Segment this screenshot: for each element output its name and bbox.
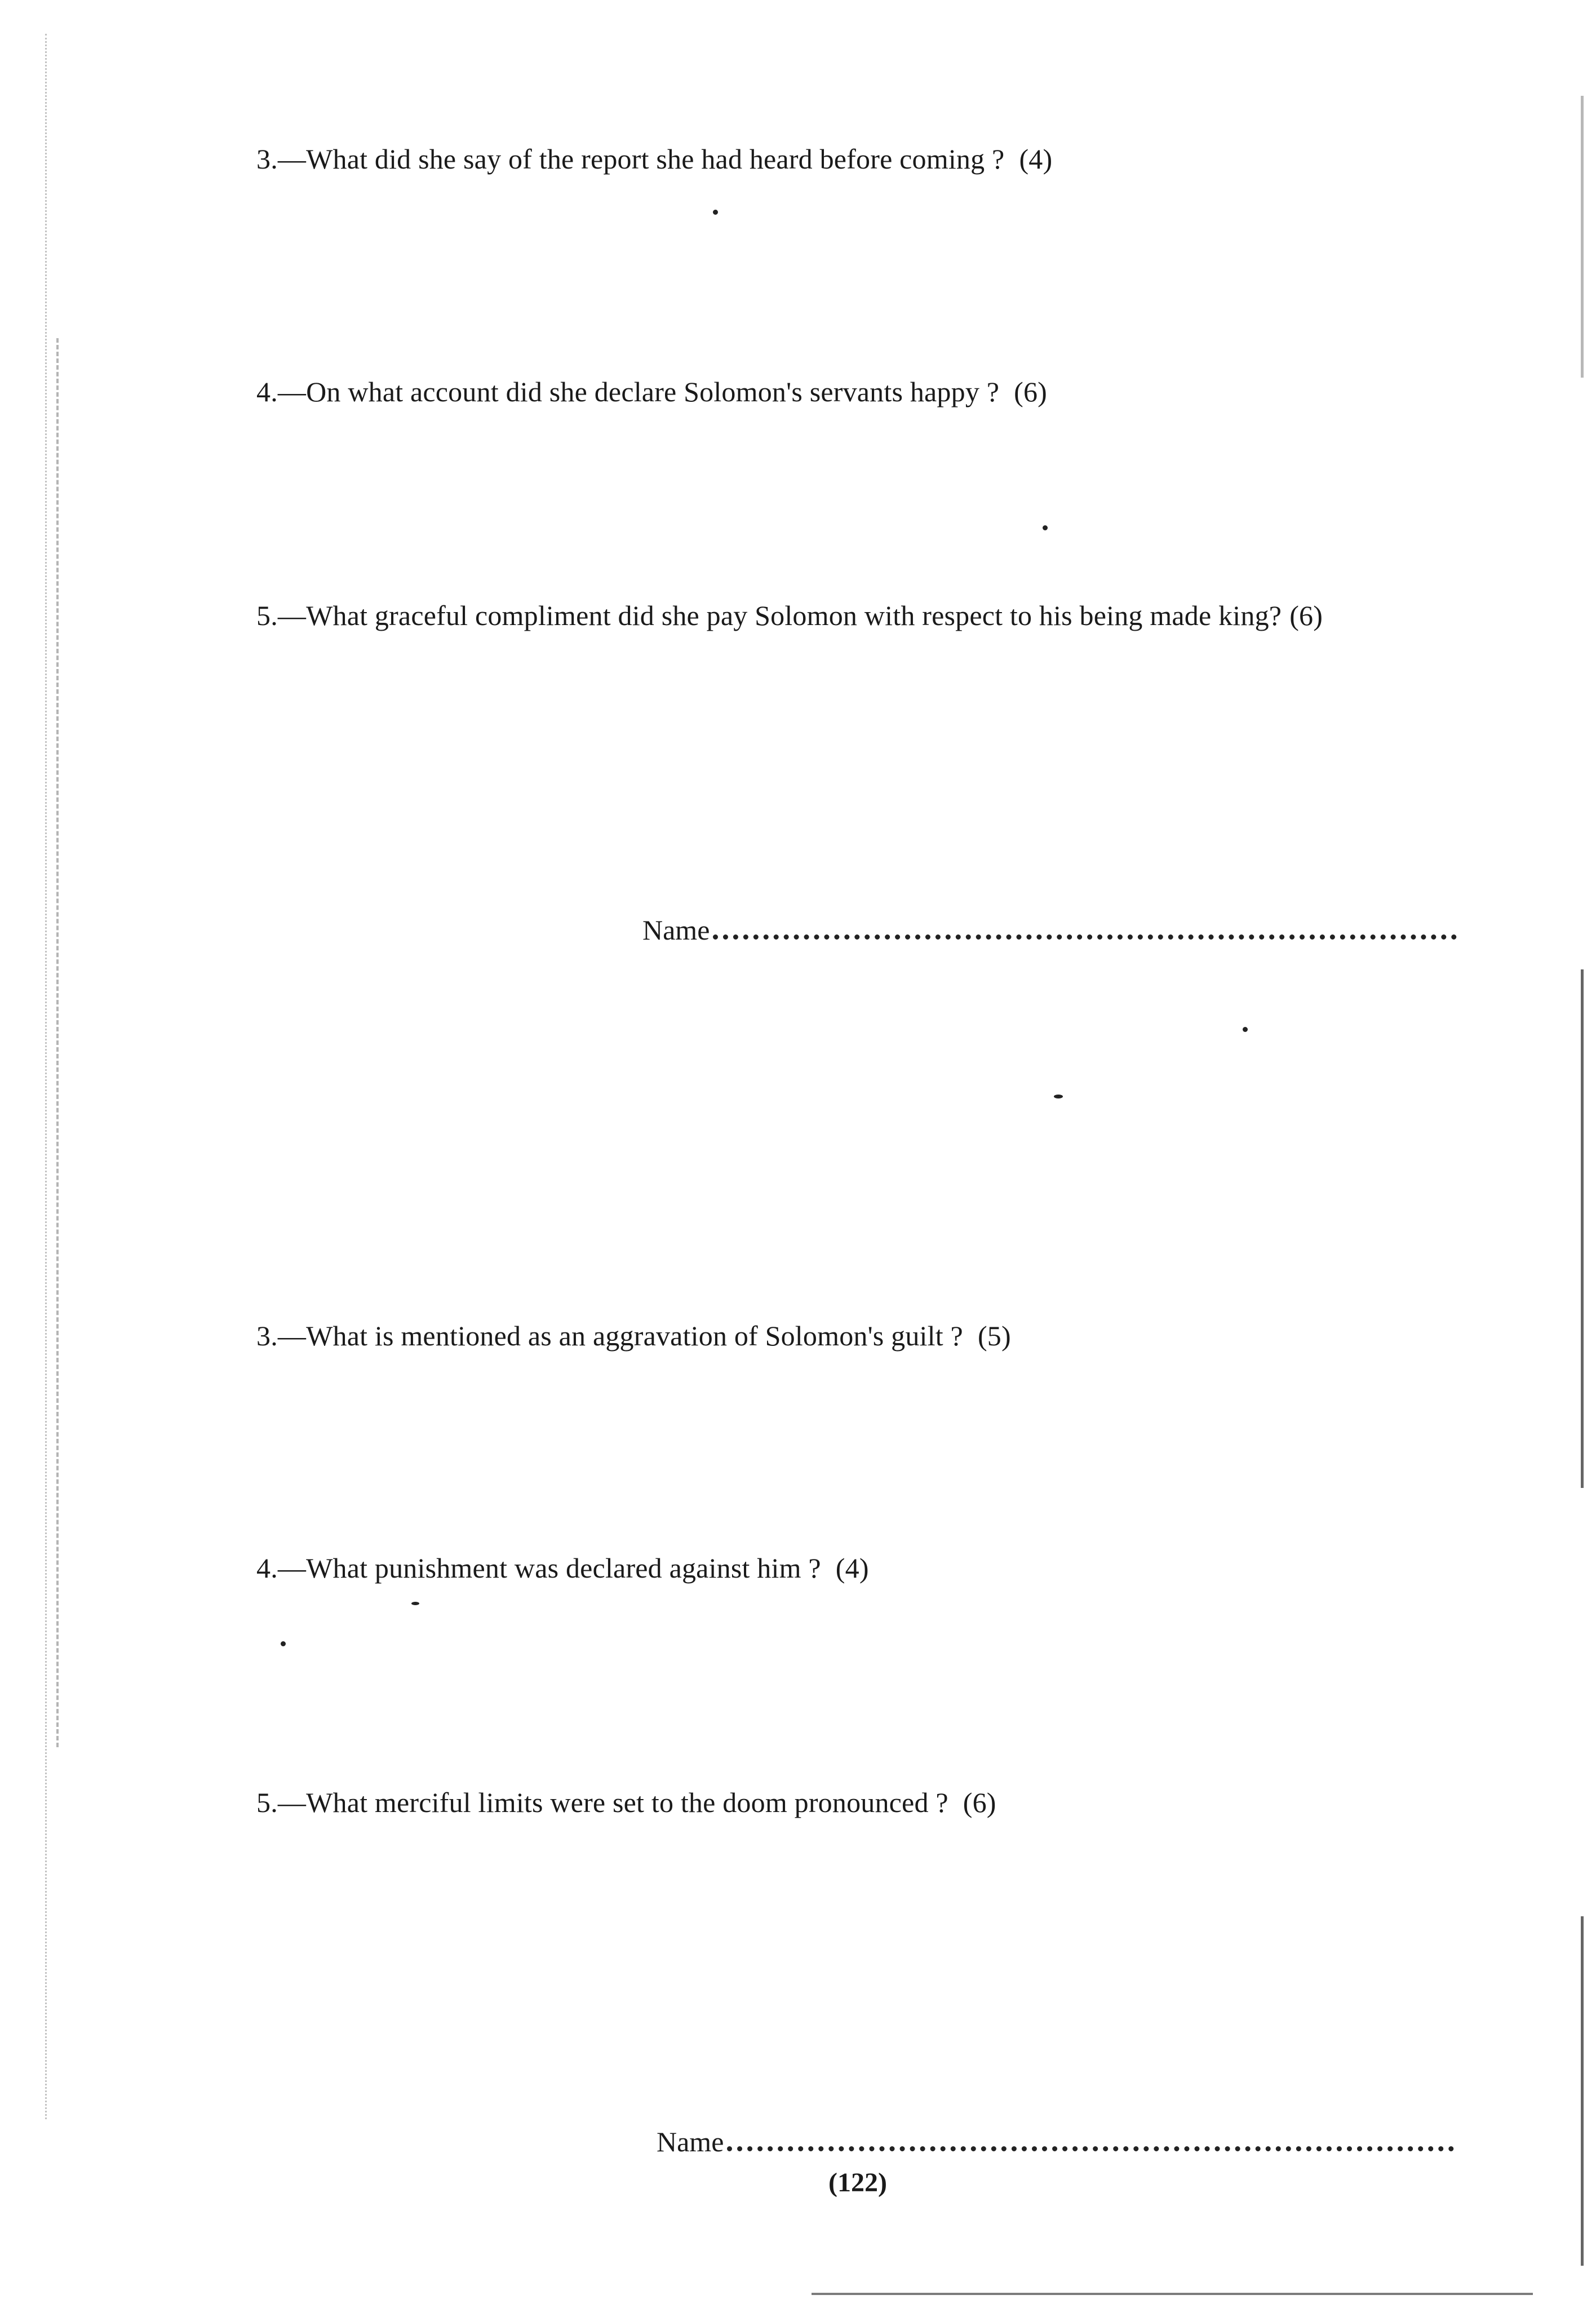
name-dotted-line [713, 934, 1457, 940]
question-5-section-one [256, 599, 1323, 632]
question-marks: (6) [1014, 376, 1048, 407]
question-text: On what account did she declare Solomon's servants happy ? [306, 376, 1000, 407]
question-3-section-one [256, 142, 1052, 176]
question-marks: (4) [835, 1552, 869, 1584]
scan-edge-right-bottom [1575, 1916, 1584, 2266]
question-4-section-two [256, 1551, 869, 1585]
scan-speck [1043, 525, 1048, 530]
question-5-section-two [256, 1786, 996, 1819]
name-label: Name [657, 2126, 724, 2158]
question-marks: (6) [1289, 600, 1323, 631]
question-marks: (4) [1019, 143, 1053, 175]
question-text: What merciful limits were set to the doom pronounced ? [306, 1787, 948, 1818]
question-marks: (6) [963, 1787, 996, 1818]
question-number: 3.— [256, 143, 307, 175]
question-marks: (5) [977, 1320, 1011, 1352]
name-dotted-line [727, 2146, 1454, 2151]
question-number: 3.— [256, 1320, 307, 1352]
question-number: 5.— [256, 1787, 307, 1818]
question-3-section-two [256, 1319, 1011, 1353]
name-line-section-two [657, 2125, 1454, 2159]
scan-bottom-rule [812, 2293, 1533, 2295]
name-label: Name [642, 914, 710, 946]
scan-edge-left-shadow [56, 338, 64, 1747]
page-number: (122) [828, 2168, 887, 2198]
scan-speck [411, 1602, 419, 1605]
question-number: 4.— [256, 376, 307, 407]
question-text: What graceful compliment did she pay Solomon with respect to his being made king? [306, 600, 1282, 631]
question-text: What is mentioned as an aggravation of Solomon's guilt ? [306, 1320, 963, 1352]
question-text: What did she say of the report she had heard before coming ? [306, 143, 1005, 175]
question-text: What punishment was declared against him ? [306, 1552, 821, 1584]
scan-edge-right-middle [1575, 969, 1584, 1488]
scan-speck [281, 1641, 286, 1646]
question-4-section-one [256, 375, 1047, 409]
scan-speck [1243, 1027, 1248, 1032]
question-number: 5.— [256, 600, 307, 631]
scan-edge-right-top [1575, 96, 1584, 378]
scan-speck [1054, 1095, 1063, 1098]
name-line-section-one [642, 913, 1457, 947]
question-number: 4.— [256, 1552, 307, 1584]
scan-speck [713, 210, 718, 215]
